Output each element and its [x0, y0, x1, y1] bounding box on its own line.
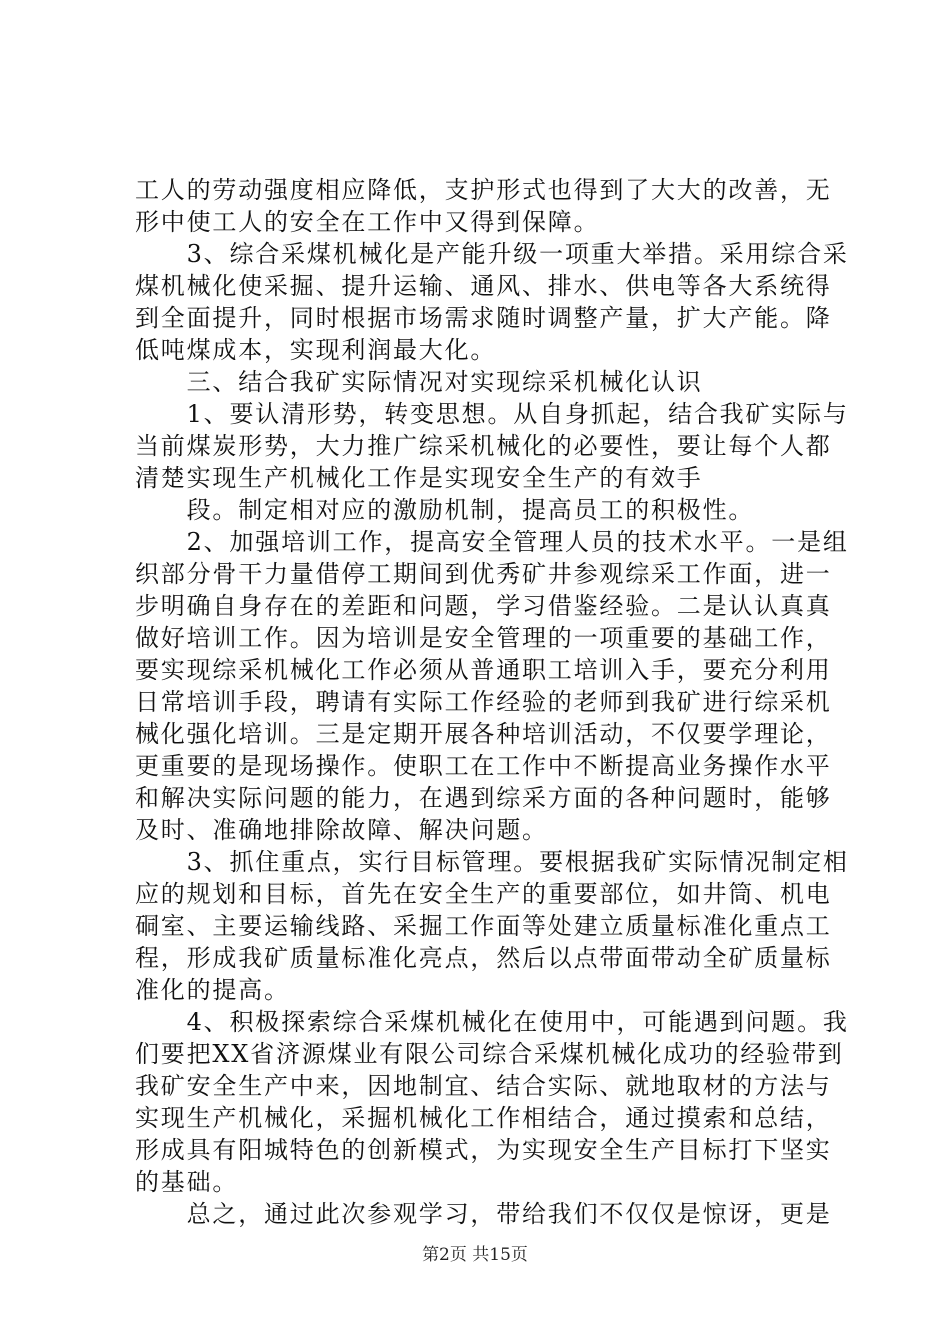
page-total: 共15页 [472, 1245, 528, 1265]
text-line: 到全面提升，同时根据市场需求随时调整产量，扩大产能。降 [135, 304, 832, 332]
text-line: 煤机械化使采掘、提升运输、通风、排水、供电等各大系统得 [135, 272, 832, 300]
text-line: 2、加强培训工作，提高安全管理人员的技术水平。一是组 [135, 528, 849, 556]
text-line: 步明确自身存在的差距和问题，学习借鉴经验。二是认认真真 [135, 592, 832, 620]
text-line: 形中使工人的安全在工作中又得到保障。 [135, 208, 600, 236]
text-line: 形成具有阳城特色的创新模式，为实现安全生产目标打下坚实 [135, 1136, 832, 1164]
text-line: 织部分骨干力量借停工期间到优秀矿井参观综采工作面，进一 [135, 560, 832, 588]
text-line: 清楚实现生产机械化工作是实现安全生产的有效手 [135, 464, 703, 492]
text-line: 1、要认清形势，转变思想。从自身抓起，结合我矿实际与 [135, 400, 849, 428]
page-footer [0, 1240, 950, 1265]
text-line: 要实现综采机械化工作必须从普通职工培训入手，要充分利用 [135, 656, 832, 684]
document-body [135, 174, 849, 1230]
text-line: 3、抓住重点，实行目标管理。要根据我矿实际情况制定相 [135, 848, 849, 876]
text-line: 及时、准确地排除故障、解决问题。 [135, 816, 548, 844]
text-line: 总之，通过此次参观学习，带给我们不仅仅是惊讶，更是 [135, 1200, 832, 1228]
text-line: 和解决实际问题的能力，在遇到综采方面的各种问题时，能够 [135, 784, 832, 812]
section-heading: 三、结合我矿实际情况对实现综采机械化认识 [135, 368, 703, 396]
text-line: 做好培训工作。因为培训是安全管理的一项重要的基础工作， [135, 624, 832, 652]
text-line: 日常培训手段，聘请有实际工作经验的老师到我矿进行综采机 [135, 688, 832, 716]
text-line: 4、积极探索综合采煤机械化在使用中，可能遇到问题。我 [135, 1008, 849, 1036]
text-line: 应的规划和目标，首先在安全生产的重要部位，如井筒、机电 [135, 880, 832, 908]
text-line: 实现生产机械化，采掘机械化工作相结合，通过摸索和总结， [135, 1104, 832, 1132]
text-line: 准化的提高。 [135, 976, 290, 1004]
text-line: 更重要的是现场操作。使职工在工作中不断提高业务操作水平 [135, 752, 832, 780]
text-line: 们要把XX省济源煤业有限公司综合采煤机械化成功的经验带到 [135, 1040, 844, 1068]
text-line: 工人的劳动强度相应降低，支护形式也得到了大大的改善，无 [135, 176, 832, 204]
page-number: 第2页 [422, 1245, 467, 1265]
text-line: 械化强化培训。三是定期开展各种培训活动，不仅要学理论， [135, 720, 832, 748]
text-line: 低吨煤成本，实现利润最大化。 [135, 336, 497, 364]
text-line: 段。制定相对应的激励机制，提高员工的积极性。 [135, 496, 755, 524]
text-line: 程，形成我矿质量标准化亮点，然后以点带面带动全矿质量标 [135, 944, 832, 972]
text-line: 硐室、主要运输线路、采掘工作面等处建立质量标准化重点工 [135, 912, 832, 940]
text-line: 当前煤炭形势，大力推广综采机械化的必要性，要让每个人都 [135, 432, 832, 460]
text-line: 我矿安全生产中来，因地制宜、结合实际、就地取材的方法与 [135, 1072, 832, 1100]
text-line: 的基础。 [135, 1168, 239, 1196]
text-line: 3、综合采煤机械化是产能升级一项重大举措。采用综合采 [135, 240, 849, 268]
